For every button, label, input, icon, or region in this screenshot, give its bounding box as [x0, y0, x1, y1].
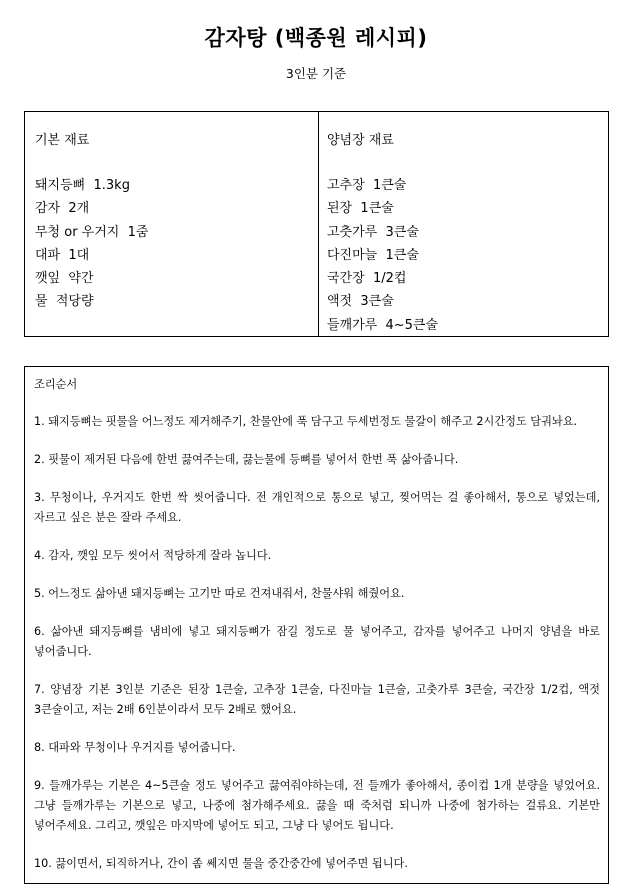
sauce-item: 고춧가루 3큰술 [327, 224, 419, 240]
page-title: 감자탕 (백종원 레시피) [204, 26, 428, 50]
sauce-ingredients-heading: 양념장 재료 [327, 133, 394, 148]
method-step: 6. 삶아낸 돼지등뼈를 냄비에 넣고 돼지등뼈가 잠길 정도로 물 넣어주고, 감자를 넣어주고 나머지 양념을 바로 넣어줍니다. [34, 625, 600, 658]
method-step: 4. 감자, 깻잎 모두 씻어서 적당하게 잘라 놉니다. [34, 549, 272, 562]
sauce-item: 된장 1큰술 [327, 201, 394, 217]
basic-ingredients-heading: 기본 재료 [35, 133, 90, 148]
method-step: 3. 무청이나, 우거지도 한번 싹 씻어줍니다. 전 개인적으로 통으로 넣고, 찢어먹는 걸 좋아해서, 통으로 넣었는데, 자르고 싶은 분은 잘라 주세요. [34, 491, 600, 524]
sauce-item: 다진마늘 1큰술 [327, 247, 419, 263]
ingredient-item: 깻잎 약간 [35, 271, 94, 287]
servings-subtitle: 3인분 기준 [285, 66, 347, 81]
method-heading: 조리순서 [34, 378, 78, 391]
ingredient-item: 감자 2개 [35, 201, 90, 217]
method-step: 8. 대파와 무청이나 우거지를 넣어줍니다. [34, 741, 236, 754]
sauce-item: 들깨가루 4~5큰술 [327, 317, 439, 333]
method-box [24, 366, 609, 884]
method-step: 5. 어느정도 삶아낸 돼지등뼈는 고기만 따로 건져내줘서, 찬물샤워 해줬어요. [34, 587, 405, 600]
sauce-item: 고추장 1큰술 [327, 178, 407, 193]
sauce-item: 국간장 1/2컵 [327, 271, 407, 287]
method-step: 2. 핏물이 제거된 다음에 한번 끓여주는데, 끓는물에 등뼈를 넣어서 한번 푹 삶아줍니다. [34, 453, 459, 466]
ingredient-item: 대파 1대 [35, 247, 90, 263]
ingredients-table [24, 111, 609, 337]
sauce-ingredients-cell [319, 112, 608, 336]
method-step: 9. 들깨가루는 기본은 4~5큰술 정도 넣어주고 끓여줘야하는데, 전 들깨가 좋아해서, 종이컵 1개 분량을 넣었어요. 그냥 들깨가루는 기본으로 넣고, 나중에 첨가해주세요. 끓을 때 죽처럼 되니까 나중에 첨가하는 걸류요. 기본만 넣어주세요. 그리고, 깻잎은 마지막에 넣어도 되고, 그냥 다 넣어도 됩니다. [34, 779, 600, 832]
method-step: 10. 끓이면서, 되직하거나, 간이 좀 쎄지면 물을 중간중간에 넣어주면 됩니다. [34, 857, 408, 870]
method-step: 1. 돼지등뼈는 핏물을 어느정도 제거해주기, 찬물안에 푹 담구고 두세번정도 물갈이 해주고 2시간정도 담궈놔요. [34, 415, 578, 428]
method-step: 7. 양념장 기본 3인분 기준은 된장 1큰술, 고추장 1큰술, 다진마늘 1큰술, 고춧가루 3큰술, 국간장 1/2컵, 액젓 3큰술이고, 저는 2배 6인분이라서 모두 2배로 했어요. [34, 683, 600, 716]
ingredient-item: 돼지등뼈 1.3kg [35, 178, 130, 193]
basic-ingredients-list [35, 174, 148, 314]
basic-ingredients-cell [25, 112, 319, 336]
sauce-item: 액젓 3큰술 [327, 294, 394, 310]
ingredient-item: 물 적당량 [35, 294, 94, 310]
ingredient-item: 무청 or 우거지 1줌 [35, 224, 149, 240]
sauce-ingredients-list [327, 174, 438, 337]
